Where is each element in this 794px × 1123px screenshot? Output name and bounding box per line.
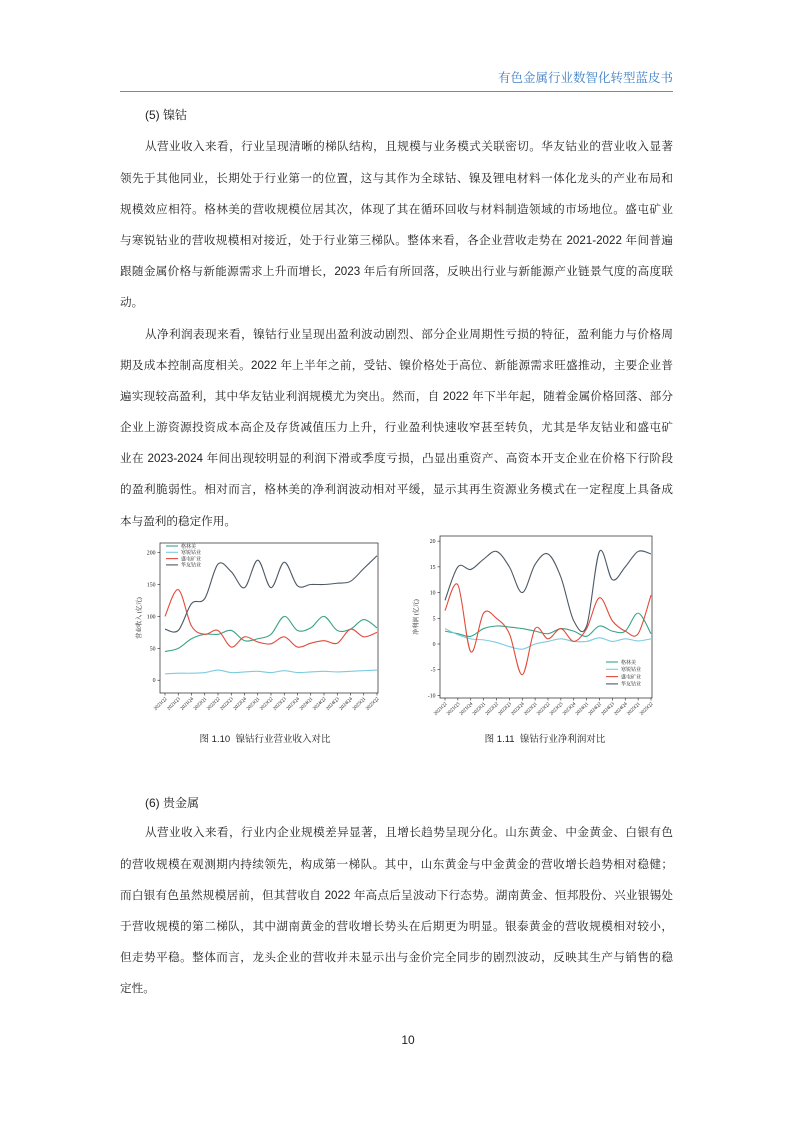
series-line — [445, 550, 651, 631]
section-heading: (5) 镍钴 — [145, 108, 188, 122]
x-tick-label: 2023Q1 — [246, 696, 262, 712]
y-axis-label: 营业收入 (亿元) — [137, 597, 143, 639]
x-tick-label: 2024Q1 — [575, 701, 591, 717]
y-tick-label: -10 — [427, 693, 436, 700]
paragraph-line: 从营业收入来看，行业呈现清晰的梯队结构，且规模与业务模式关联密切。华友钴业的营业收入显著 — [145, 140, 673, 154]
header-rule — [120, 91, 673, 92]
x-tick-label: 2025Q1 — [626, 701, 642, 717]
legend-label: 寒锐钴业 — [621, 668, 642, 674]
paragraph-line: 规模效应相符。格林美的营收规模位居其次，体现了其在循环回收与材料制造领域的市场地位。盛屯矿业 — [120, 202, 673, 216]
x-tick-label: 2021Q4 — [459, 701, 475, 717]
series-line — [445, 613, 651, 636]
x-tick-label: 2023Q2 — [536, 701, 552, 717]
paragraph-line: 与寒锐钴业的营收规模相对接近，处于行业第三梯队。整体来看，各企业营收走势在 2021-2022 年间普遍 — [120, 233, 673, 247]
x-tick-label: 2023Q2 — [259, 696, 275, 712]
x-tick-label: 2021Q2 — [153, 696, 169, 712]
x-tick-label: 2022Q2 — [206, 696, 222, 712]
paragraph-line: 从营业收入来看，行业内企业规模差异显著，且增长趋势呈现分化。山东黄金、中金黄金、白银有色 — [145, 826, 673, 840]
running-header-title: 有色金属行业数智化转型蓝皮书 — [497, 71, 673, 85]
x-tick-label: 2024Q3 — [325, 696, 341, 712]
paragraph-line: 遍实现较高盈利，其中华友钴业利润规模尤为突出。然而，自 2022 年下半年起，随着金属价格回落、部分 — [120, 389, 673, 403]
x-tick-label: 2023Q3 — [549, 701, 565, 717]
legend-label: 华友钴业 — [621, 682, 642, 688]
x-tick-label: 2024Q4 — [338, 696, 354, 712]
y-tick-label: 100 — [146, 614, 156, 621]
paragraph-line: 领先于其他同业，长期处于行业第一的位置，这与其作为全球钴、镍及锂电材料一体化龙头的产业布局和 — [120, 171, 673, 185]
x-tick-label: 2023Q3 — [272, 696, 288, 712]
paragraph-line: 跟随金属价格与新能源需求上升而增长，2023 年后有所回落，反映出行业与新能源产业链景气度的高度联 — [120, 265, 673, 279]
plot-frame — [440, 536, 652, 698]
paragraph-line: 于营收规模的第二梯队，其中湖南黄金的营收增长势头在后期更为明显。银泰黄金的营收规模相对较小， — [120, 919, 673, 933]
series-line — [165, 670, 377, 674]
legend-label: 华友钴业 — [181, 563, 202, 569]
x-tick-label: 2022Q3 — [219, 696, 235, 712]
paragraph-line: 的营收规模在观测期内持续领先，构成第一梯队。其中，山东黄金与中金黄金的营收增长趋势相对稳健； — [120, 857, 673, 871]
paragraph-line: 从净利润表现来看，镍钴行业呈现出盈利波动剧烈、部分企业周期性亏损的特征，盈利能力与价格周 — [145, 327, 673, 341]
section-body — [120, 817, 673, 1004]
x-tick-label: 2024Q1 — [299, 696, 315, 712]
paragraph-line: 而白银有色虽然规模居前，但其营收自 2022 年高点后呈波动下行态势。湖南黄金、恒邦股份、兴业银锡处 — [120, 888, 673, 902]
legend-label: 盛屯矿业 — [181, 557, 202, 563]
y-tick-label: 150 — [146, 582, 156, 589]
figure-caption: 图 1.10 镍钴行业营业收入对比 — [199, 734, 331, 745]
x-tick-label: 2022Q3 — [497, 701, 513, 717]
x-tick-label: 2022Q1 — [472, 701, 488, 717]
x-tick-label: 2024Q3 — [600, 701, 616, 717]
x-tick-label: 2022Q2 — [484, 701, 500, 717]
section-body — [120, 131, 673, 536]
page-number: 10 — [401, 1033, 415, 1047]
paragraph-line: 的盈利脆弱性。相对而言，格林美的净利润波动相对平缓，显示其再生资源业务模式在一定程度上具备成 — [120, 483, 673, 497]
paragraph-line: 本与盈利的稳定作用。 — [120, 514, 236, 528]
x-tick-label: 2024Q4 — [613, 701, 629, 717]
x-tick-label: 2021Q3 — [166, 696, 182, 712]
x-tick-label: 2023Q4 — [562, 701, 578, 717]
x-tick-label: 2023Q1 — [523, 701, 539, 717]
x-tick-label: 2023Q4 — [285, 696, 301, 712]
y-tick-label: 200 — [146, 550, 156, 557]
y-tick-label: 0 — [432, 642, 436, 648]
x-tick-label: 2022Q4 — [232, 696, 248, 712]
figure-caption: 图 1.11 镍钴行业净利润对比 — [484, 734, 606, 745]
x-tick-label: 2024Q2 — [587, 701, 603, 717]
x-tick-label: 2021Q2 — [433, 701, 449, 717]
net-profit-line-chart — [405, 530, 665, 730]
x-tick-label: 2025Q2 — [365, 696, 381, 712]
y-tick-label: -5 — [430, 667, 436, 674]
y-tick-label: 10 — [429, 590, 436, 597]
legend-label: 格林美 — [621, 660, 637, 666]
x-tick-label: 2022Q1 — [193, 696, 209, 712]
x-tick-label: 2021Q3 — [446, 701, 462, 717]
paragraph-line: 但走势平稳。整体而言，龙头企业的营收并未显示出与金价完全同步的剧烈波动，反映其生产与销售的稳 — [120, 951, 673, 965]
legend-label: 盛屯矿业 — [621, 675, 642, 681]
paragraph-line: 动。 — [120, 296, 144, 310]
section-heading: (6) 贵金属 — [145, 796, 200, 810]
legend-label: 格林美 — [181, 544, 197, 550]
x-tick-label: 2025Q1 — [352, 696, 368, 712]
y-axis-label: 净利润 (亿元) — [414, 599, 420, 635]
revenue-line-chart — [130, 530, 390, 730]
legend-label: 寒锐钴业 — [181, 551, 202, 557]
y-tick-label: 15 — [429, 564, 436, 571]
paragraph-line: 期及成本控制高度相关。2022 年上半年之前，受钴、镍价格处于高位、新能源需求旺盛推动，主要企业普 — [120, 358, 673, 372]
y-tick-label: 0 — [152, 678, 156, 685]
y-tick-label: 20 — [429, 539, 436, 546]
x-tick-label: 2021Q4 — [179, 696, 195, 712]
y-tick-label: 50 — [149, 646, 156, 653]
series-line — [165, 590, 377, 648]
y-tick-label: 5 — [432, 616, 436, 623]
x-tick-label: 2024Q2 — [312, 696, 328, 712]
paragraph-line: 企业上游资源投资成本高企及存货减值压力上升，行业盈利快速收窄甚至转负，尤其是华友钴业和盛屯矿 — [120, 421, 673, 435]
paragraph-line: 业在 2023-2024 年间出现较明显的利润下滑或季度亏损，凸显出重资产、高资本开支企业在价格下行阶段 — [120, 452, 673, 466]
x-tick-label: 2025Q2 — [639, 701, 655, 717]
paragraph-line: 定性。 — [120, 982, 155, 996]
x-tick-label: 2022Q4 — [510, 701, 526, 717]
